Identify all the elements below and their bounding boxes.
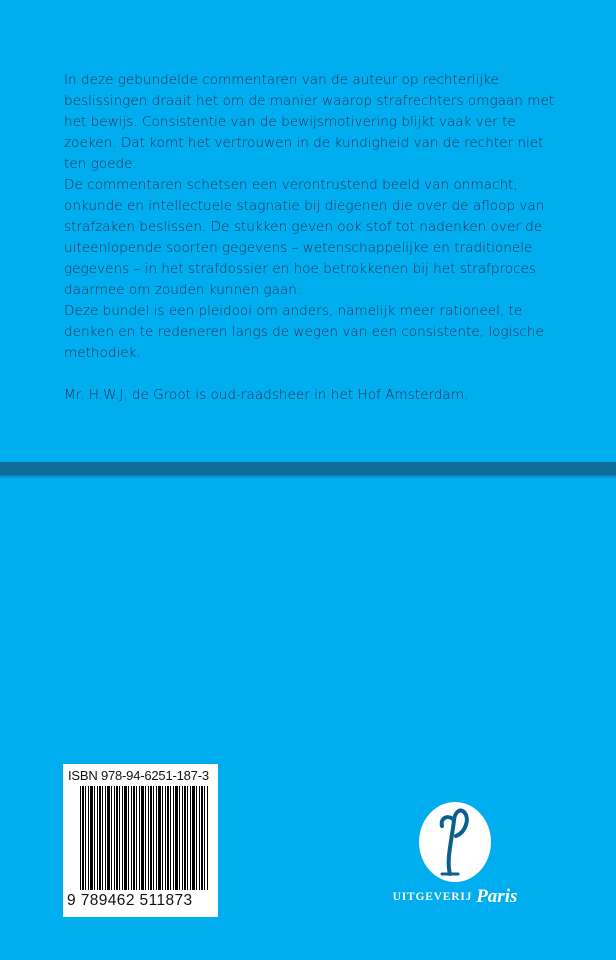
publisher-name-main: Paris xyxy=(476,886,518,907)
publisher-name xyxy=(380,886,530,908)
blurb-paragraph-3: Deze bundel is een pleidooi om anders, namelijk meer rationeel, te denken en te redeneren langs de wegen van een consistente, logische methodiek. xyxy=(64,303,544,361)
author-bio: Mr. H.W.J. de Groot is oud-raadsheer in het Hof Amsterdam. xyxy=(64,387,469,403)
isbn-barcode-box xyxy=(63,764,218,917)
blurb-text xyxy=(64,70,564,406)
barcode-digits: 9 789462 511873 xyxy=(67,892,193,909)
isbn-label: ISBN 978-94-6251-187-3 xyxy=(68,768,209,783)
divider-shadow xyxy=(0,475,616,479)
publisher-p-icon xyxy=(400,800,510,885)
blurb-paragraph-2: De commentaren schetsen een verontrustend beeld van onmacht, onkunde en intellectuele stagnatie bij diegenen die over de afloop van strafzaken beslissen. De stukken geven ook stof tot nadenken over de uiteenlopende soorten gegevens – wetenschappelijke en traditionele gegevens – in het strafdossier en hoe betrokkenen bij het strafproces daarmee om zouden kunnen gaan. xyxy=(64,177,545,298)
barcode xyxy=(80,786,208,890)
publisher-name-prefix: UITGEVERIJ xyxy=(392,891,473,903)
publisher-logo xyxy=(380,800,530,915)
divider-band xyxy=(0,462,616,475)
blurb-paragraph-1: In deze gebundelde commentaren van de auteur op rechterlijke beslissingen draait het om de manier waarop strafrechters omgaan met het bewijs. Consistentie van de bewijsmotivering blijkt vaak ver te zoeken. Dat komt het vertrouwen in de kundigheid van de rechter niet ten goede. xyxy=(64,72,555,172)
